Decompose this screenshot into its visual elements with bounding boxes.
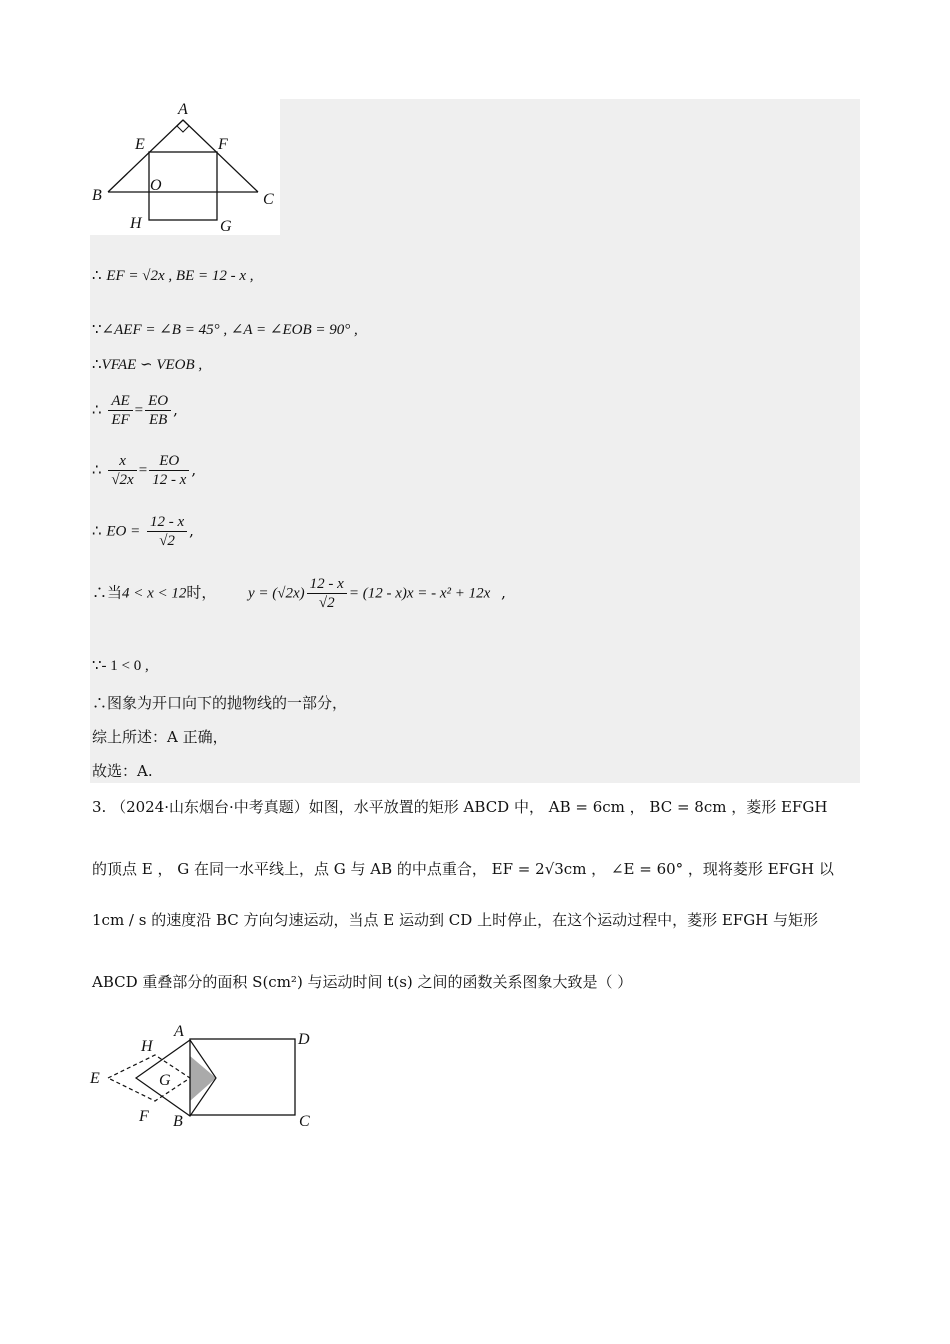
label-F: F bbox=[218, 136, 228, 153]
label2-E: E bbox=[90, 1070, 100, 1087]
question-line-4: ABCD 重叠部分的面积 S(cm²) 与运动时间 t(s) 之间的函数关系图象大致是（ ） bbox=[92, 973, 633, 991]
label2-G: G bbox=[159, 1072, 171, 1089]
solution-line-4: ∴ $\frac{AE}{EF}$ = $\frac{EO}{EB}$ , bbox=[92, 393, 178, 428]
question-line-1: 3. （2024·山东烟台·中考真题）如图，水平放置的矩形 ABCD 中， AB = 6cm ， BC = 8cm ，菱形 EFGH bbox=[92, 798, 828, 816]
solution-line-10: 综上所述：A 正确， bbox=[92, 728, 228, 746]
solution-line-2: ∵∠AEF = ∠B = 45° , ∠A = ∠EOB = 90° , bbox=[92, 320, 358, 338]
solution-line-1: ∴ EF = √2x , BE = 12 - x , bbox=[92, 266, 254, 284]
label2-C: C bbox=[299, 1113, 310, 1130]
label-H: H bbox=[130, 215, 142, 232]
label-G: G bbox=[220, 218, 232, 235]
answer-background-top bbox=[280, 99, 860, 235]
label2-F: F bbox=[139, 1108, 149, 1125]
solution-line-5: ∴ $\frac{x}{√2x}$ = $\frac{EO}{12 - x}$ , bbox=[92, 453, 197, 488]
question-line-2: 的顶点 E ， G 在同一水平线上，点 G 与 AB 的中点重合， EF = 2√3cm ， ∠E = 60° ，现将菱形 EFGH 以 bbox=[92, 860, 834, 878]
label2-A: A bbox=[174, 1023, 184, 1040]
solution-line-9: ∴图象为开口向下的抛物线的一部分， bbox=[92, 694, 348, 712]
solution-line-8: ∵- 1 < 0 , bbox=[92, 656, 149, 674]
figure-rhombus-rectangle bbox=[86, 1022, 326, 1134]
solution-line-11: 故选：A. bbox=[92, 762, 153, 780]
figure-triangle-square bbox=[88, 98, 283, 238]
label2-B: B bbox=[173, 1113, 183, 1130]
label2-D: D bbox=[298, 1031, 310, 1048]
label-E: E bbox=[135, 136, 145, 153]
solution-line-3: ∴VFAE ∽ VEOB , bbox=[92, 355, 203, 373]
label-O: O bbox=[150, 177, 162, 194]
solution-line-6: ∴ EO = $\frac{12 - x}{√2}$ , bbox=[92, 514, 194, 549]
question-line-3: 1cm / s 的速度沿 BC 方向匀速运动，当点 E 运动到 CD 上时停止，在这个运动过程中，菱形 EFGH 与矩形 bbox=[92, 911, 819, 929]
label-C: C bbox=[263, 191, 274, 208]
label-A: A bbox=[178, 101, 188, 118]
solution-line-7: ∴当4 < x < 12时， y = (√2x) $\frac{12 - x}{√2}$ = (12 - x)x = - x² + 12x , bbox=[92, 576, 506, 611]
label-B: B bbox=[92, 187, 102, 204]
label2-H: H bbox=[141, 1038, 153, 1055]
